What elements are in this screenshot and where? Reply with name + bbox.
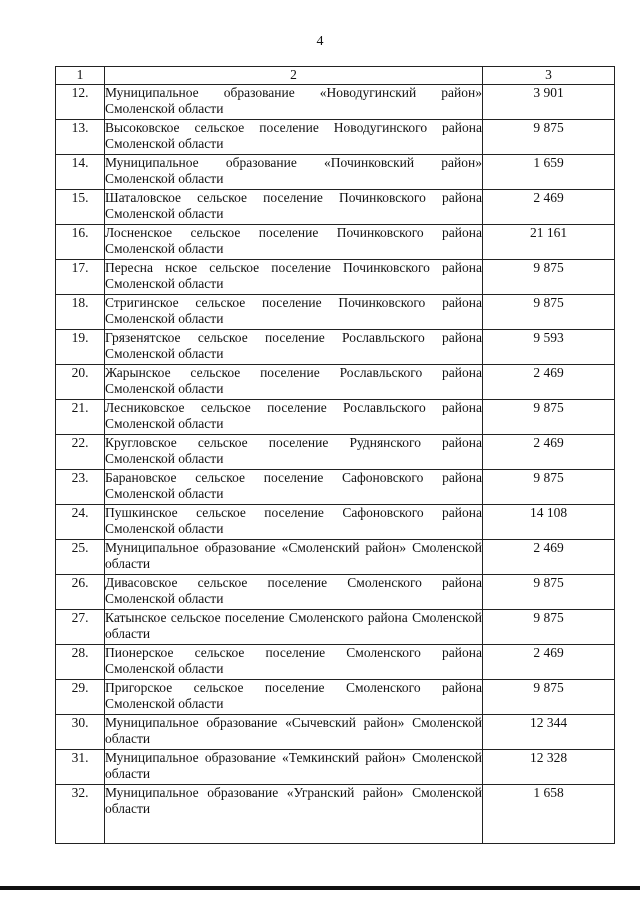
row-number: 13. bbox=[56, 120, 105, 155]
municipality-name: Стригинское сельское поселение Починковского района Смоленской области bbox=[105, 295, 483, 330]
table-row bbox=[56, 260, 615, 295]
municipality-name: Лосненское сельское поселение Починковского района Смоленской области bbox=[105, 225, 483, 260]
amount-value: 21 161 bbox=[483, 225, 615, 260]
table-row bbox=[56, 120, 615, 155]
row-number: 28. bbox=[56, 645, 105, 680]
table-row bbox=[56, 400, 615, 435]
amount-value: 9 875 bbox=[483, 470, 615, 505]
amount-value: 14 108 bbox=[483, 505, 615, 540]
municipality-name: Лесниковское сельское поселение Рославльского района Смоленской области bbox=[105, 400, 483, 435]
table-row bbox=[56, 610, 615, 645]
amount-value: 12 328 bbox=[483, 750, 615, 785]
municipality-name: Пионерское сельское поселение Смоленского района Смоленской области bbox=[105, 645, 483, 680]
municipality-name: Барановское сельское поселение Сафоновского района Смоленской области bbox=[105, 470, 483, 505]
allocation-table bbox=[55, 66, 615, 844]
amount-value: 9 875 bbox=[483, 680, 615, 715]
row-number: 20. bbox=[56, 365, 105, 400]
row-number: 29. bbox=[56, 680, 105, 715]
amount-value: 9 875 bbox=[483, 575, 615, 610]
page-number: 4 bbox=[316, 34, 324, 49]
row-number: 18. bbox=[56, 295, 105, 330]
table-header-row bbox=[56, 67, 615, 85]
municipality-name: Шаталовское сельское поселение Починковского района Смоленской области bbox=[105, 190, 483, 225]
page-bottom-rule bbox=[0, 886, 640, 890]
table-row bbox=[56, 470, 615, 505]
amount-value: 3 901 bbox=[483, 85, 615, 120]
row-number: 30. bbox=[56, 715, 105, 750]
amount-value: 2 469 bbox=[483, 645, 615, 680]
table-row bbox=[56, 505, 615, 540]
row-number: 14. bbox=[56, 155, 105, 190]
municipality-name: Высоковское сельское поселение Новодугинского района Смоленской области bbox=[105, 120, 483, 155]
amount-value: 2 469 bbox=[483, 190, 615, 225]
table-row bbox=[56, 715, 615, 750]
row-number: 31. bbox=[56, 750, 105, 785]
municipality-name: Муниципальное образование «Сычевский район» Смоленской области bbox=[105, 715, 483, 750]
table-row bbox=[56, 435, 615, 470]
municipality-name: Муниципальное образование «Починковский район» Смоленской области bbox=[105, 155, 483, 190]
amount-value: 2 469 bbox=[483, 540, 615, 575]
amount-value: 9 875 bbox=[483, 120, 615, 155]
table-row bbox=[56, 330, 615, 365]
row-number: 32. bbox=[56, 785, 105, 844]
amount-value: 9 875 bbox=[483, 260, 615, 295]
table-row bbox=[56, 645, 615, 680]
municipality-name: Катынское сельское поселение Смоленского района Смоленской области bbox=[105, 610, 483, 645]
column-header-2: 2 bbox=[105, 67, 483, 85]
row-number: 19. bbox=[56, 330, 105, 365]
amount-value: 1 659 bbox=[483, 155, 615, 190]
table-row bbox=[56, 295, 615, 330]
table-row bbox=[56, 225, 615, 260]
column-header-3: 3 bbox=[483, 67, 615, 85]
table-row bbox=[56, 785, 615, 844]
table-row bbox=[56, 750, 615, 785]
table-row bbox=[56, 540, 615, 575]
municipality-name: Пересна нское сельское поселение Починковского района Смоленской области bbox=[105, 260, 483, 295]
table-row bbox=[56, 85, 615, 120]
municipality-name: Грязенятское сельское поселение Рославльского района Смоленской области bbox=[105, 330, 483, 365]
row-number: 27. bbox=[56, 610, 105, 645]
row-number: 15. bbox=[56, 190, 105, 225]
amount-value: 2 469 bbox=[483, 435, 615, 470]
amount-value: 12 344 bbox=[483, 715, 615, 750]
amount-value: 9 875 bbox=[483, 295, 615, 330]
amount-value: 9 875 bbox=[483, 610, 615, 645]
table-row bbox=[56, 680, 615, 715]
municipality-name: Пригорское сельское поселение Смоленского района Смоленской области bbox=[105, 680, 483, 715]
row-number: 24. bbox=[56, 505, 105, 540]
municipality-name: Муниципальное образование «Угранский район» Смоленской области bbox=[105, 785, 483, 844]
municipality-name: Пушкинское сельское поселение Сафоновского района Смоленской области bbox=[105, 505, 483, 540]
table-row bbox=[56, 575, 615, 610]
municipality-name: Муниципальное образование «Темкинский район» Смоленской области bbox=[105, 750, 483, 785]
row-number: 25. bbox=[56, 540, 105, 575]
row-number: 23. bbox=[56, 470, 105, 505]
row-number: 21. bbox=[56, 400, 105, 435]
amount-value: 2 469 bbox=[483, 365, 615, 400]
amount-value: 1 658 bbox=[483, 785, 615, 844]
row-number: 16. bbox=[56, 225, 105, 260]
municipality-name: Муниципальное образование «Новодугинский район» Смоленской области bbox=[105, 85, 483, 120]
row-number: 12. bbox=[56, 85, 105, 120]
municipality-name: Жарынское сельское поселение Рославльского района Смоленской области bbox=[105, 365, 483, 400]
municipality-name: Дивасовское сельское поселение Смоленского района Смоленской области bbox=[105, 575, 483, 610]
row-number: 26. bbox=[56, 575, 105, 610]
amount-value: 9 875 bbox=[483, 400, 615, 435]
table-row bbox=[56, 190, 615, 225]
municipality-name: Муниципальное образование «Смоленский район» Смоленской области bbox=[105, 540, 483, 575]
table-row bbox=[56, 155, 615, 190]
table-row bbox=[56, 365, 615, 400]
municipality-name: Кругловское сельское поселение Руднянского района Смоленской области bbox=[105, 435, 483, 470]
row-number: 17. bbox=[56, 260, 105, 295]
amount-value: 9 593 bbox=[483, 330, 615, 365]
column-header-1: 1 bbox=[56, 67, 105, 85]
row-number: 22. bbox=[56, 435, 105, 470]
